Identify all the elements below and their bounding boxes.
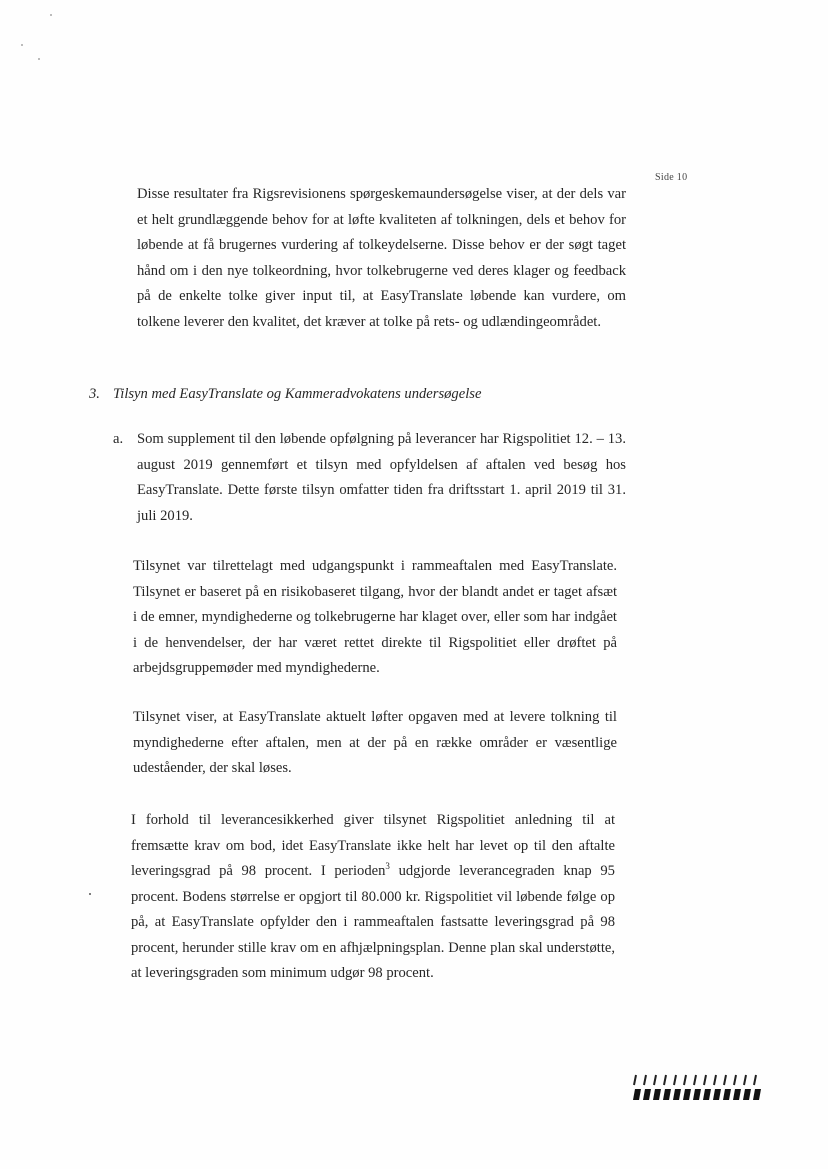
document-barcode xyxy=(633,1073,765,1103)
scan-speck xyxy=(50,14,52,16)
paragraph-risk-based-approach: Tilsynet var tilrettelagt med udgangspunkt i rammeaftalen med EasyTranslate. Tilsynet er baseret på en risikobaseret tilgang, hvor der blandt andet er taget afsæt i de emner, myndighederne og tolkebrugerne har klaget over, eller som har indgået i de henvendelser, der har været rettet direkte til Rigspolitiet eller drøftet på arbejdsgruppemøder med myndighederne. xyxy=(133,558,617,676)
section-number: 3. xyxy=(89,386,100,402)
footnote-reference: 3 xyxy=(385,861,390,872)
penalty-text-end: udgjorde leverancegraden knap 95 procent. Bodens størrelse er opgjort til 80.000 kr. Rigspolitiet vil løbende følge op på, at EasyTranslate opfylder den i rammeaftalen fastsatte leveringsgrad på 98 procent, herunder stille krav om en afhjælpningsplan. Denne plan skal understøtte, at leveringsgraden som minimum udgør 98 procent. xyxy=(131,863,615,981)
section-title: Tilsyn med EasyTranslate og Kammeradvokatens undersøgelse xyxy=(112,386,482,402)
section-heading xyxy=(89,382,609,407)
barcode-graphic xyxy=(633,1073,765,1103)
scan-speck xyxy=(38,58,40,60)
paragraph-inspection-findings: Tilsynet viser, at EasyTranslate aktuelt løfter opgaven med at levere tolkning til myndighederne efter aftalen, men at der på en række områder er væsentlige udeståender, der skal løses. xyxy=(133,709,617,776)
scan-speck xyxy=(89,893,91,895)
scan-speck xyxy=(21,44,23,46)
intro-paragraph: Disse resultater fra Rigsrevisionens spørgeskemaundersøgelse viser, at der dels var et helt grundlæggende behov for at løfte kvaliteten af tolkningen, dels et behov for løbende at få brugernes vurdering af tolkeydelserne. Disse behov er der søgt taget hånd om i den nye tolkeordning, hvor tolkebrugerne ved deres klager og feedback på de enkelte tolke giver input til, at EasyTranslate løbende kan vurdere, om tolkene leverer den kvalitet, det kræver at tolke på rets- og udlændingeområdet. xyxy=(137,186,626,330)
paragraph-penalty xyxy=(131,808,615,987)
page-number: Side 10 xyxy=(655,172,688,183)
penalty-text-start: I forhold til leverancesikkerhed giver tilsynet Rigspolitiet anledning til at fremsætte krav om bod, idet EasyTranslate ikke helt har levet op til den aftalte leveringsgrad på 98 procent. I perioden xyxy=(131,812,615,879)
list-item-letter: a. xyxy=(113,431,124,447)
paragraph-inspection-dates: Som supplement til den løbende opfølgning på leverancer har Rigspolitiet 12. – 13. august 2019 gennemført et tilsyn med opfyldelsen af aftalen ved besøg hos EasyTranslate. Dette første tilsyn omfatter tiden fra driftsstart 1. april 2019 til 31. juli 2019. xyxy=(137,431,626,524)
